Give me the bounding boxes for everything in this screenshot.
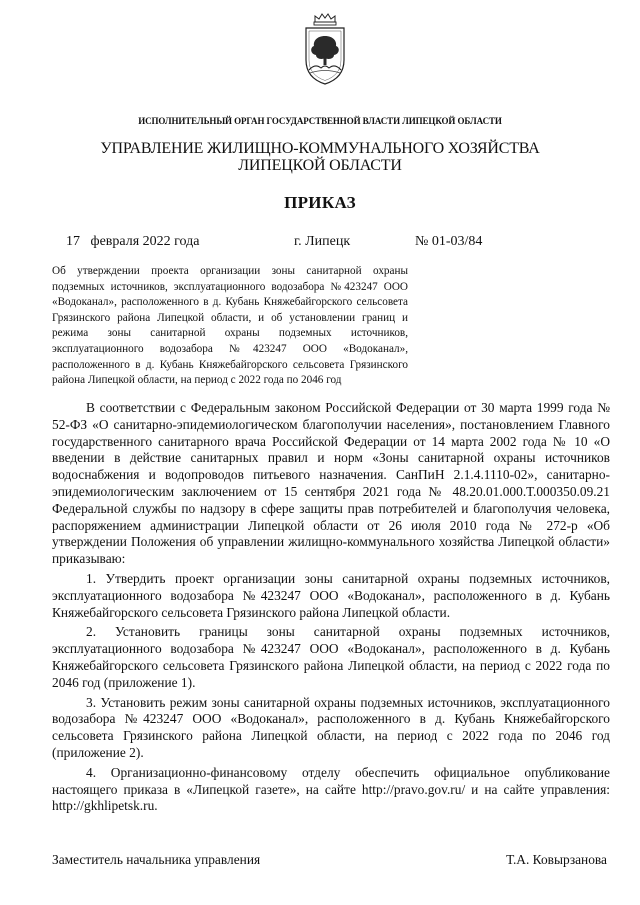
document-number: № 01-03/84 (415, 234, 483, 249)
order-item-1: 1. Утвердить проект организации зоны санитарной охраны подземных источников, эксплуатационного водозабора №423247 ООО «Водоканал», расположенного в д. Кубань Княжебайгорского сельсовета Грязинского района Липецкой области. (52, 570, 610, 620)
signatory-name: Т.А. Ковырзанова (506, 852, 607, 867)
document-body (52, 400, 610, 818)
signatory-position: Заместитель начальника управления (52, 852, 261, 867)
order-item-4: 4. Организационно-финансовому отделу обеспечить официальное опубликование настоящего приказа в «Липецкой газете», на сайте http://pravo.gov.ru/ и на сайте управления: http://gkhlipetsk.ru. (52, 764, 610, 814)
document-subject: Об утверждении проекта организации зоны санитарной охраны подземных источников, эксплуатационного водозабора №423247 ООО «Водоканал», расположенного в д. Кубань Княжебайгорского сельсовета Грязинского района Липецкой области, и об установлении границ и режима зоны санитарной охраны подземных источников, эксплуатационного водозабора №423247 ООО «Водоканал», расположенного в д. Кубань Княжебайгорского сельсовета Грязинского района Липецкой области, на период с 2022 года по 2046 год (52, 265, 408, 387)
document-city: г. Липецк (294, 234, 351, 249)
signature-block (52, 852, 607, 868)
coat-of-arms-lipetsk-icon (298, 12, 352, 86)
preamble-paragraph: В соответствии с Федеральным законом Российской Федерации от 30 марта 1999 года № 52-ФЗ «О санитарно-эпидемиологическом благополучии населения», постановлением Главного государственного санитарного врача Российской Федерации от 14 марта 2002 года № 10 «О введении в действие санитарных правил и норм «Зоны санитарной охраны источников водоснабжения и водопроводов питьевого назначения. СанПиН 2.1.4.1110-02», санитарно-эпидемиологическим заключением от 15 сентября 2021 года № 48.20.01.000.Т.000350.09.21 Федеральной службы по надзору в сфере защиты прав потребителей и благополучия человека, распоряжением администрации Липецкой области от 26 июля 2010 года № 272-р «Об утверждении Положения об управлении жилищно-коммунального хозяйства Липецкой области» приказываю: (52, 400, 610, 567)
organization-name-line-1: УПРАВЛЕНИЕ ЖИЛИЩНО-КОММУНАЛЬНОГО ХОЗЯЙСТВА (100, 140, 540, 157)
authority-line: ИСПОЛНИТЕЛЬНЫЙ ОРГАН ГОСУДАРСТВЕННОЙ ВЛАСТИ ЛИПЕЦКОЙ ОБЛАСТИ (138, 116, 502, 126)
organization-name (0, 140, 640, 174)
document-date: 17 февраля 2022 года (66, 234, 200, 249)
order-item-3: 3. Установить режим зоны санитарной охраны подземных источников, эксплуатационного водозабора №423247 ООО «Водоканал», расположенного в д. Кубань Княжебайгорского сельсовета Грязинского района Липецкой области, на период с 2022 года по 2046 год (приложение 2). (52, 694, 610, 760)
order-item-2: 2. Установить границы зоны санитарной охраны подземных источников, эксплуатационного водозабора №423247 ООО «Водоканал», расположенного в д. Кубань Княжебайгорского сельсовета Грязинского района Липецкой области, на период с 2022 года по 2046 год (приложение 1). (52, 624, 610, 690)
organization-name-line-2: ЛИПЕЦКОЙ ОБЛАСТИ (238, 157, 402, 174)
document-type: ПРИКАЗ (284, 193, 356, 212)
